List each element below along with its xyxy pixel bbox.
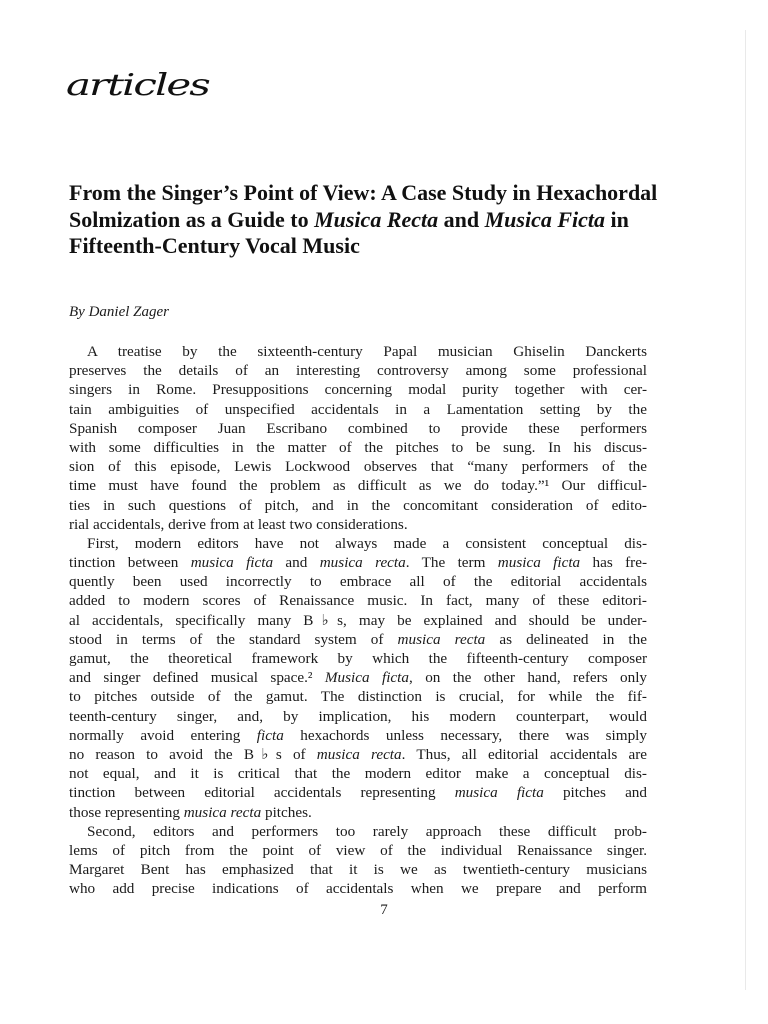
text-line [69, 630, 647, 649]
italic-term: musica recta [397, 630, 486, 648]
text-run: rial accidentals, derive from at least two considerations. [69, 515, 408, 533]
text-run: those representing [69, 803, 184, 821]
title-part: From the Singer’s Point of View: A Case Study in Hexachordal Solmization as a Guide to [69, 180, 658, 232]
text-run: Spanish composer Juan Escribano combined to provide these performers [69, 419, 647, 437]
text-run: Second, editors and performers too rarely approach these difficult prob- [87, 822, 647, 840]
article-title [69, 180, 669, 260]
text-run: quently been used incorrectly to embrace all of the editorial accidentals [69, 573, 647, 591]
text-run: singers in Rome. Presuppositions concerning modal purity together with cer- [69, 381, 647, 399]
text-run: as delineated in the [485, 630, 647, 648]
text-run: lems of pitch from the point of view of the individual Renaissance singer. [69, 841, 647, 859]
text-line [69, 783, 647, 802]
scan-edge-line [745, 30, 746, 990]
text-run: . The term [405, 554, 498, 572]
text-run: who add precise indications of accidentals when we prepare and perform [69, 880, 647, 898]
title-part: Musica Ficta [484, 206, 606, 232]
text-line [69, 438, 647, 457]
text-run: tinction between editorial accidentals representing [69, 784, 455, 802]
text-line [69, 687, 647, 706]
text-line [69, 803, 647, 822]
text-line [69, 649, 647, 668]
text-run: pitches. [261, 803, 312, 821]
text-run: normally avoid entering [69, 726, 257, 744]
italic-term: musica ficta [190, 554, 274, 572]
italic-term: musica recta [183, 803, 262, 821]
text-line [69, 611, 647, 630]
text-run: and singer defined musical space.² [69, 669, 325, 687]
text-run: Margaret Bent has emphasized that it is we as twentieth-century musicians [69, 861, 647, 879]
text-run: added to modern scores of Renaissance music. In fact, many of these editori- [69, 592, 647, 610]
text-line [69, 764, 647, 783]
text-line [69, 553, 647, 572]
text-line [69, 534, 647, 553]
text-line [69, 361, 647, 380]
text-run: . Thus, all editorial accidentals are [401, 745, 648, 763]
text-line [69, 457, 647, 476]
text-line [69, 572, 647, 591]
text-line [69, 745, 647, 764]
text-run: has fre- [580, 554, 647, 572]
title-part: in Fifteenth-Century Vocal Music [69, 206, 629, 258]
text-run: , on the other hand, refers only [409, 669, 648, 687]
article-body [69, 342, 647, 898]
italic-term: musica recta [316, 745, 402, 763]
text-run: with some difficulties in the matter of the pitches to be sung. In his discus- [69, 438, 647, 456]
text-run: A treatise by the sixteenth-century Papal musician Ghiselin Danckerts [87, 343, 647, 360]
text-line [69, 476, 647, 495]
title-part: and [438, 206, 485, 232]
text-run: preserves the details of an interesting controversy among some professional [69, 362, 647, 380]
text-run: al accidentals, specifically many B♭s, may be explained and should be under- [69, 611, 647, 629]
text-run: teenth-century singer, and, by implication, his modern counterpart, would [69, 707, 647, 725]
text-line [69, 726, 647, 745]
text-run: tain ambiguities of unspecified accidentals in a Lamentation setting by the [69, 400, 647, 418]
text-line [69, 879, 647, 898]
text-run: gamut, the theoretical framework by which the fifteenth-century composer [69, 650, 647, 667]
page-number: 7 [380, 902, 388, 918]
text-run: tinction between [69, 554, 191, 572]
text-run: First, modern editors have not always made a consistent conceptual dis- [87, 534, 647, 552]
text-line [69, 822, 647, 841]
title-part: Musica Recta [314, 206, 439, 232]
italic-term: musica ficta [497, 554, 581, 572]
text-run: stood in terms of the standard system of [69, 630, 398, 648]
text-line [69, 591, 647, 610]
text-line [69, 841, 647, 860]
text-run: and [273, 554, 320, 572]
italic-term: musica ficta [454, 784, 544, 802]
text-run: hexachords unless necessary, there was simply [283, 726, 647, 744]
text-line [69, 419, 647, 438]
text-line [69, 668, 647, 687]
text-line [69, 400, 647, 419]
text-line [69, 515, 647, 534]
text-run: no reason to avoid the B♭s of [69, 745, 317, 763]
text-run: to pitches outside of the gamut. The distinction is crucial, for while the fif- [69, 688, 647, 706]
text-line [69, 380, 647, 399]
text-run: sion of this episode, Lewis Lockwood observes that “many performers of the [69, 458, 647, 476]
text-line [69, 496, 647, 515]
text-line [69, 342, 647, 361]
text-run: not equal, and it is critical that the modern editor make a conceptual dis- [69, 765, 647, 783]
section-label: articles [66, 67, 209, 103]
text-line [69, 707, 647, 726]
text-run: pitches and [543, 784, 647, 802]
text-run: time must have found the problem as difficult as we do today.”¹ Our difficul- [69, 477, 647, 495]
italic-term: ficta [256, 726, 284, 744]
italic-term: musica recta [319, 554, 406, 572]
italic-term: Musica ficta [324, 669, 409, 687]
text-run: ties in such questions of pitch, and in the concomitant consideration of edito- [69, 496, 647, 514]
text-line [69, 860, 647, 879]
author-byline: By Daniel Zager [69, 304, 169, 320]
